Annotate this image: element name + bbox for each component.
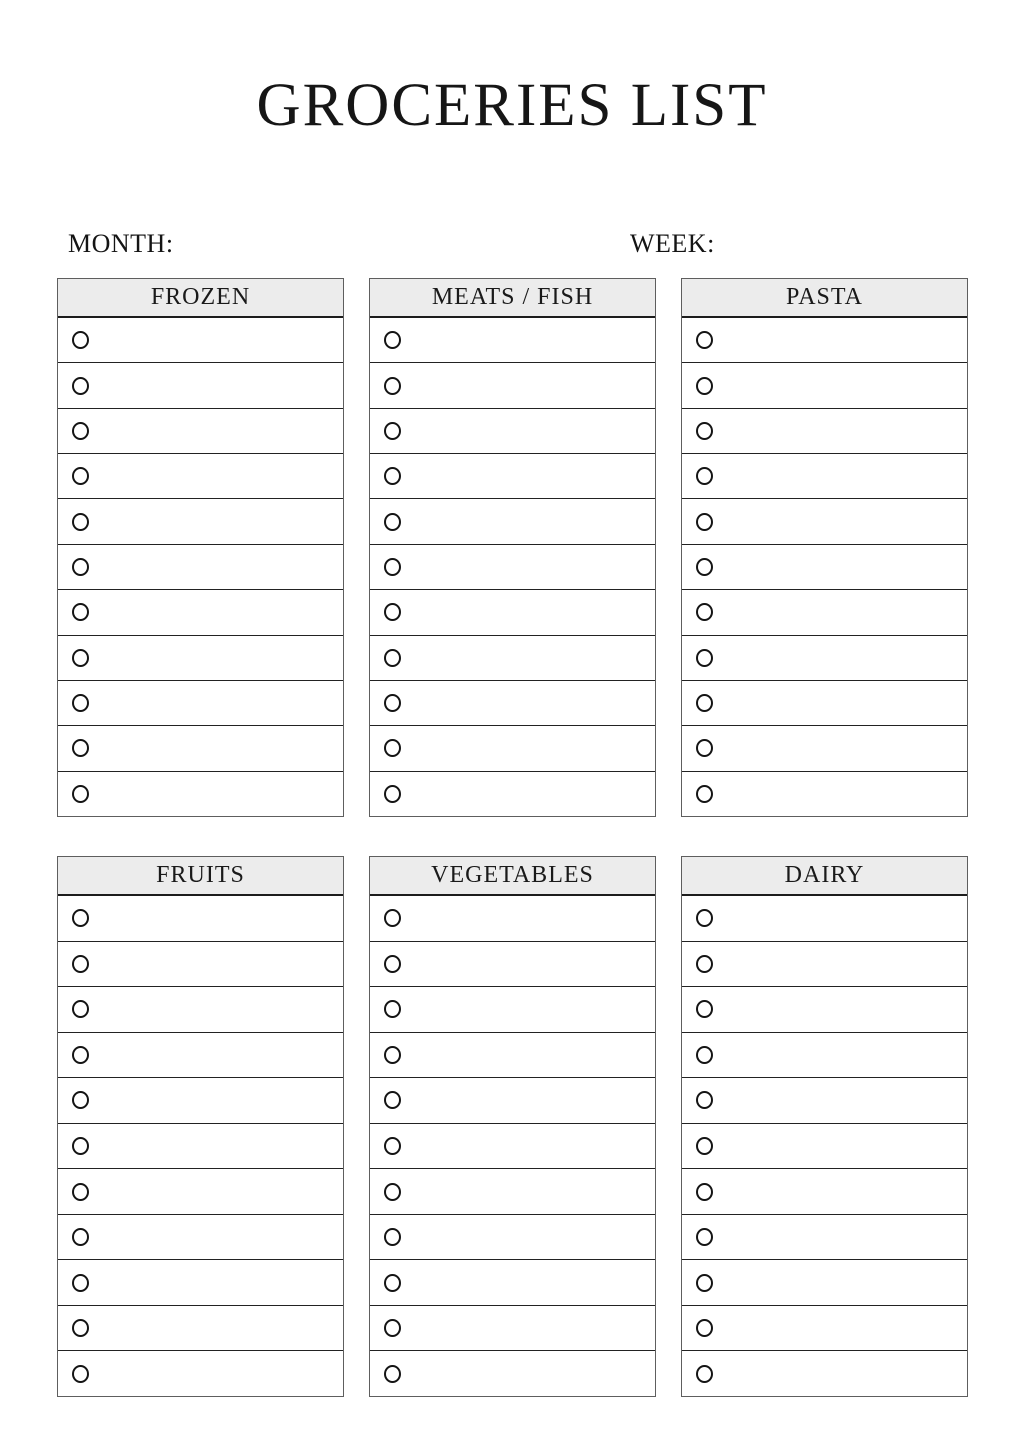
checkbox-circle-icon[interactable] bbox=[384, 785, 401, 803]
checkbox-circle-icon[interactable] bbox=[384, 513, 401, 531]
grocery-item-row[interactable] bbox=[58, 987, 343, 1033]
checkbox-circle-icon[interactable] bbox=[384, 1046, 401, 1064]
checkbox-circle-icon[interactable] bbox=[384, 377, 401, 395]
grocery-item-row[interactable] bbox=[682, 1215, 967, 1261]
category-box-meats-fish bbox=[369, 278, 656, 817]
category-box-dairy bbox=[681, 856, 968, 1397]
checkbox-circle-icon[interactable] bbox=[72, 1274, 89, 1292]
checkbox-circle-icon[interactable] bbox=[72, 377, 89, 395]
category-box-pasta bbox=[681, 278, 968, 817]
checkbox-circle-icon[interactable] bbox=[384, 1365, 401, 1383]
category-header-vegetables: VEGETABLES bbox=[370, 857, 655, 896]
grocery-item-row[interactable] bbox=[682, 545, 967, 590]
checkbox-circle-icon[interactable] bbox=[72, 1137, 89, 1155]
checkbox-circle-icon[interactable] bbox=[72, 1228, 89, 1246]
category-header-dairy: DAIRY bbox=[682, 857, 967, 896]
grocery-item-row[interactable] bbox=[58, 545, 343, 590]
checkbox-circle-icon[interactable] bbox=[384, 467, 401, 485]
week-label: WEEK: bbox=[630, 229, 715, 258]
grocery-item-row[interactable] bbox=[682, 636, 967, 681]
checkbox-circle-icon[interactable] bbox=[696, 1274, 713, 1292]
checkbox-circle-icon[interactable] bbox=[696, 1137, 713, 1155]
checkbox-circle-icon[interactable] bbox=[384, 1319, 401, 1337]
checkbox-circle-icon[interactable] bbox=[696, 1365, 713, 1383]
grocery-item-row[interactable] bbox=[370, 1260, 655, 1306]
grocery-item-row[interactable] bbox=[370, 1169, 655, 1215]
checkbox-circle-icon[interactable] bbox=[72, 1319, 89, 1337]
grocery-item-row[interactable] bbox=[370, 1306, 655, 1352]
checkbox-circle-icon[interactable] bbox=[72, 694, 89, 712]
grocery-item-row[interactable] bbox=[58, 1124, 343, 1170]
checkbox-circle-icon[interactable] bbox=[72, 513, 89, 531]
checkbox-circle-icon[interactable] bbox=[72, 649, 89, 667]
checkbox-circle-icon[interactable] bbox=[696, 558, 713, 576]
grocery-item-row[interactable] bbox=[370, 545, 655, 590]
checkbox-circle-icon[interactable] bbox=[384, 694, 401, 712]
category-header-meats-fish: MEATS / FISH bbox=[370, 279, 655, 318]
grocery-item-row[interactable] bbox=[370, 987, 655, 1033]
checkbox-circle-icon[interactable] bbox=[696, 1319, 713, 1337]
grocery-item-row[interactable] bbox=[58, 1351, 343, 1396]
grocery-item-row[interactable] bbox=[370, 1215, 655, 1261]
checkbox-circle-icon[interactable] bbox=[696, 603, 713, 621]
checkbox-circle-icon[interactable] bbox=[384, 909, 401, 927]
grocery-item-row[interactable] bbox=[370, 409, 655, 454]
checkbox-circle-icon[interactable] bbox=[384, 603, 401, 621]
grocery-item-row[interactable] bbox=[58, 772, 343, 816]
checkbox-circle-icon[interactable] bbox=[696, 377, 713, 395]
grocery-item-row[interactable] bbox=[682, 896, 967, 942]
grocery-item-row[interactable] bbox=[370, 1033, 655, 1079]
grocery-item-row[interactable] bbox=[58, 499, 343, 544]
checkbox-circle-icon[interactable] bbox=[696, 1183, 713, 1201]
grocery-item-row[interactable] bbox=[58, 1078, 343, 1124]
grocery-item-row[interactable] bbox=[370, 1124, 655, 1170]
category-grid bbox=[57, 278, 968, 1397]
checkbox-circle-icon[interactable] bbox=[384, 739, 401, 757]
checkbox-circle-icon[interactable] bbox=[696, 909, 713, 927]
grocery-item-row[interactable] bbox=[370, 499, 655, 544]
checkbox-circle-icon[interactable] bbox=[72, 1183, 89, 1201]
grocery-item-row[interactable] bbox=[682, 590, 967, 635]
checkbox-circle-icon[interactable] bbox=[72, 467, 89, 485]
grocery-item-row[interactable] bbox=[682, 1124, 967, 1170]
checkbox-circle-icon[interactable] bbox=[72, 331, 89, 349]
checkbox-circle-icon[interactable] bbox=[696, 649, 713, 667]
grocery-item-row[interactable] bbox=[58, 1215, 343, 1261]
checkbox-circle-icon[interactable] bbox=[72, 909, 89, 927]
grocery-item-row[interactable] bbox=[58, 590, 343, 635]
checkbox-circle-icon[interactable] bbox=[384, 1091, 401, 1109]
checkbox-circle-icon[interactable] bbox=[384, 649, 401, 667]
grocery-item-row[interactable] bbox=[58, 726, 343, 771]
grocery-item-row[interactable] bbox=[682, 409, 967, 454]
checkbox-circle-icon[interactable] bbox=[696, 1091, 713, 1109]
checkbox-circle-icon[interactable] bbox=[696, 513, 713, 531]
grocery-item-row[interactable] bbox=[682, 363, 967, 408]
category-box-fruits bbox=[57, 856, 344, 1397]
grocery-item-row[interactable] bbox=[58, 409, 343, 454]
month-label: MONTH: bbox=[68, 229, 174, 258]
checkbox-circle-icon[interactable] bbox=[72, 955, 89, 973]
grocery-item-row[interactable] bbox=[682, 942, 967, 988]
grocery-item-row[interactable] bbox=[682, 1306, 967, 1352]
checkbox-circle-icon[interactable] bbox=[696, 1228, 713, 1246]
checkbox-circle-icon[interactable] bbox=[384, 331, 401, 349]
grocery-item-row[interactable] bbox=[370, 318, 655, 363]
grocery-item-row[interactable] bbox=[370, 454, 655, 499]
checkbox-circle-icon[interactable] bbox=[72, 558, 89, 576]
grocery-item-row[interactable] bbox=[682, 318, 967, 363]
grocery-item-row[interactable] bbox=[58, 1306, 343, 1352]
checkbox-circle-icon[interactable] bbox=[696, 422, 713, 440]
grocery-item-row[interactable] bbox=[58, 896, 343, 942]
checkbox-circle-icon[interactable] bbox=[72, 1000, 89, 1018]
grocery-item-row[interactable] bbox=[370, 681, 655, 726]
checkbox-circle-icon[interactable] bbox=[696, 467, 713, 485]
grocery-item-row[interactable] bbox=[370, 1351, 655, 1396]
checkbox-circle-icon[interactable] bbox=[696, 955, 713, 973]
checkbox-circle-icon[interactable] bbox=[72, 603, 89, 621]
checkbox-circle-icon[interactable] bbox=[384, 422, 401, 440]
checkbox-circle-icon[interactable] bbox=[384, 558, 401, 576]
grocery-item-row[interactable] bbox=[370, 942, 655, 988]
grocery-item-row[interactable] bbox=[58, 318, 343, 363]
category-header-frozen: FROZEN bbox=[58, 279, 343, 318]
grocery-item-row[interactable] bbox=[370, 363, 655, 408]
checkbox-circle-icon[interactable] bbox=[384, 955, 401, 973]
grocery-item-row[interactable] bbox=[682, 1260, 967, 1306]
grocery-item-row[interactable] bbox=[682, 1078, 967, 1124]
checkbox-circle-icon[interactable] bbox=[696, 331, 713, 349]
checkbox-circle-icon[interactable] bbox=[384, 1228, 401, 1246]
grocery-item-row[interactable] bbox=[682, 499, 967, 544]
category-box-frozen bbox=[57, 278, 344, 817]
checkbox-circle-icon[interactable] bbox=[384, 1000, 401, 1018]
grocery-item-row[interactable] bbox=[370, 590, 655, 635]
grocery-item-row[interactable] bbox=[682, 681, 967, 726]
checkbox-circle-icon[interactable] bbox=[72, 1046, 89, 1064]
grocery-item-row[interactable] bbox=[682, 1351, 967, 1396]
grocery-item-row[interactable] bbox=[370, 772, 655, 816]
grocery-item-row[interactable] bbox=[370, 636, 655, 681]
checkbox-circle-icon[interactable] bbox=[696, 739, 713, 757]
checkbox-circle-icon[interactable] bbox=[696, 694, 713, 712]
checkbox-circle-icon[interactable] bbox=[384, 1183, 401, 1201]
category-header-pasta: PASTA bbox=[682, 279, 967, 318]
grocery-item-row[interactable] bbox=[58, 363, 343, 408]
grocery-item-row[interactable] bbox=[370, 1078, 655, 1124]
grocery-item-row[interactable] bbox=[58, 1260, 343, 1306]
checkbox-circle-icon[interactable] bbox=[384, 1274, 401, 1292]
checkbox-circle-icon[interactable] bbox=[72, 1091, 89, 1109]
grocery-item-row[interactable] bbox=[370, 726, 655, 771]
grocery-item-row[interactable] bbox=[682, 987, 967, 1033]
checkbox-circle-icon[interactable] bbox=[384, 1137, 401, 1155]
grocery-item-row[interactable] bbox=[682, 1169, 967, 1215]
grocery-item-row[interactable] bbox=[58, 636, 343, 681]
checkbox-circle-icon[interactable] bbox=[696, 785, 713, 803]
grocery-item-row[interactable] bbox=[682, 726, 967, 771]
grocery-item-row[interactable] bbox=[58, 454, 343, 499]
grocery-item-row[interactable] bbox=[58, 942, 343, 988]
grocery-item-row[interactable] bbox=[682, 1033, 967, 1079]
category-header-fruits: FRUITS bbox=[58, 857, 343, 896]
checkbox-circle-icon[interactable] bbox=[72, 1365, 89, 1383]
grocery-item-row[interactable] bbox=[58, 1033, 343, 1079]
grocery-item-row[interactable] bbox=[682, 772, 967, 816]
checkbox-circle-icon[interactable] bbox=[696, 1046, 713, 1064]
grocery-item-row[interactable] bbox=[58, 1169, 343, 1215]
checkbox-circle-icon[interactable] bbox=[72, 739, 89, 757]
grocery-item-row[interactable] bbox=[370, 896, 655, 942]
page-title: GROCERIES LIST bbox=[256, 72, 768, 139]
grocery-item-row[interactable] bbox=[682, 454, 967, 499]
checkbox-circle-icon[interactable] bbox=[696, 1000, 713, 1018]
category-box-vegetables bbox=[369, 856, 656, 1397]
grocery-item-row[interactable] bbox=[58, 681, 343, 726]
checkbox-circle-icon[interactable] bbox=[72, 422, 89, 440]
checkbox-circle-icon[interactable] bbox=[72, 785, 89, 803]
